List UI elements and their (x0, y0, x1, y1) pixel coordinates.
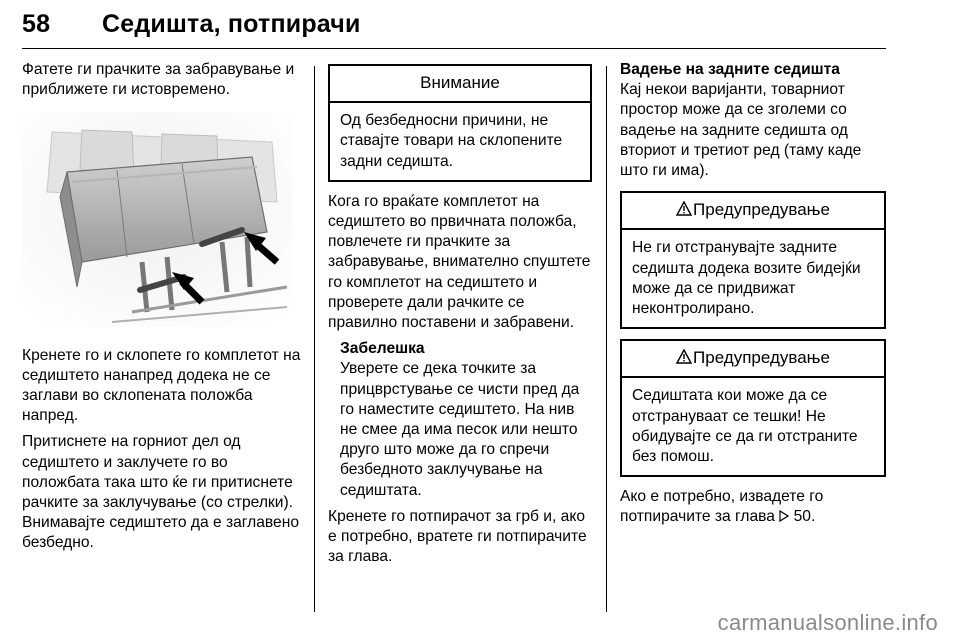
warning-title: Предупредување (693, 200, 830, 220)
warning-text: Седиштата кои може да се отстрануваат се тешки! Не обидувајте се да ги отстраните без помош. (632, 387, 858, 466)
paragraph: Кога го враќате комплетот на седиштето во првичната положба, повлечете ги прачките за забравување, внимателно спуштете го комплетот на седиштето и проверете дали рачките се правилно поставени и забравени. (328, 192, 591, 332)
warning-box-header (622, 193, 884, 230)
warning-triangle-icon (676, 349, 692, 364)
warning-text: Не ги отстранувајте задните седишта додека возите бидејќи може да се придвижат неконтролирано. (632, 239, 861, 318)
page-number: 58 (22, 10, 51, 38)
note-heading: Забелешка (340, 340, 425, 358)
column-2 (328, 60, 592, 573)
column-1 (22, 60, 302, 560)
warning-title: Предупредување (693, 348, 830, 368)
paragraph: Кренете го потпирачот за грб и, ако е потребно, вратете ги потпирачите за глава. (328, 507, 587, 566)
paragraph: Фатете ги прачките за забравување и приближете ги истовремено. (22, 61, 295, 99)
page-header (22, 10, 361, 39)
page-reference-arrow-icon (779, 510, 789, 522)
paragraph-text: Ако е потребно, извадете го потпирачите за глава (620, 488, 824, 526)
column-3 (620, 60, 886, 534)
paragraph (620, 487, 886, 527)
attention-box (328, 64, 592, 182)
paragraph: Кај некои варијанти, товарниот простор може да се зголеми со вадење на задните седишта од вториот и третиот ред (таму каде што ги има). (620, 81, 862, 180)
paragraph: Кренете го и склопете го комплетот на седиштето нанапред додека не се заглави во склопената положба напред. (22, 346, 301, 425)
section-heading: Вадење на задните седишта (620, 61, 840, 78)
attention-box-text: Од безбедносни причини, не ставајте товари на склопените задни седишта. (340, 112, 563, 170)
folded-seat-illustration (22, 112, 292, 327)
page-reference-link[interactable]: 50. (793, 508, 816, 526)
page-title: Седишта, потпирачи (102, 10, 361, 38)
watermark: carmanualsonline.info (717, 610, 938, 635)
paragraph: Притиснете на горниот дел од седиштето и заклучете го во положбата така што ќе ги притиснете рачките за заклучување (со стрелки). Внимавајте седиштето да е заглавено безбедно. (22, 433, 299, 552)
note-text: Уверете се дека точките за прицврстување се чисти пред да го наместите седиштето. На нив не смее да има песок или нешто друго што може да го спречи безбедното заклучување на седиштата. (340, 360, 580, 499)
header-divider (22, 48, 886, 49)
attention-box-title: Внимание (330, 66, 590, 103)
warning-box-header (622, 341, 884, 378)
column-divider-2 (606, 66, 607, 612)
warning-box (620, 191, 886, 329)
warning-box (620, 339, 886, 477)
column-divider-1 (314, 66, 315, 612)
warning-triangle-icon (676, 201, 692, 216)
headrest-left (80, 130, 134, 172)
